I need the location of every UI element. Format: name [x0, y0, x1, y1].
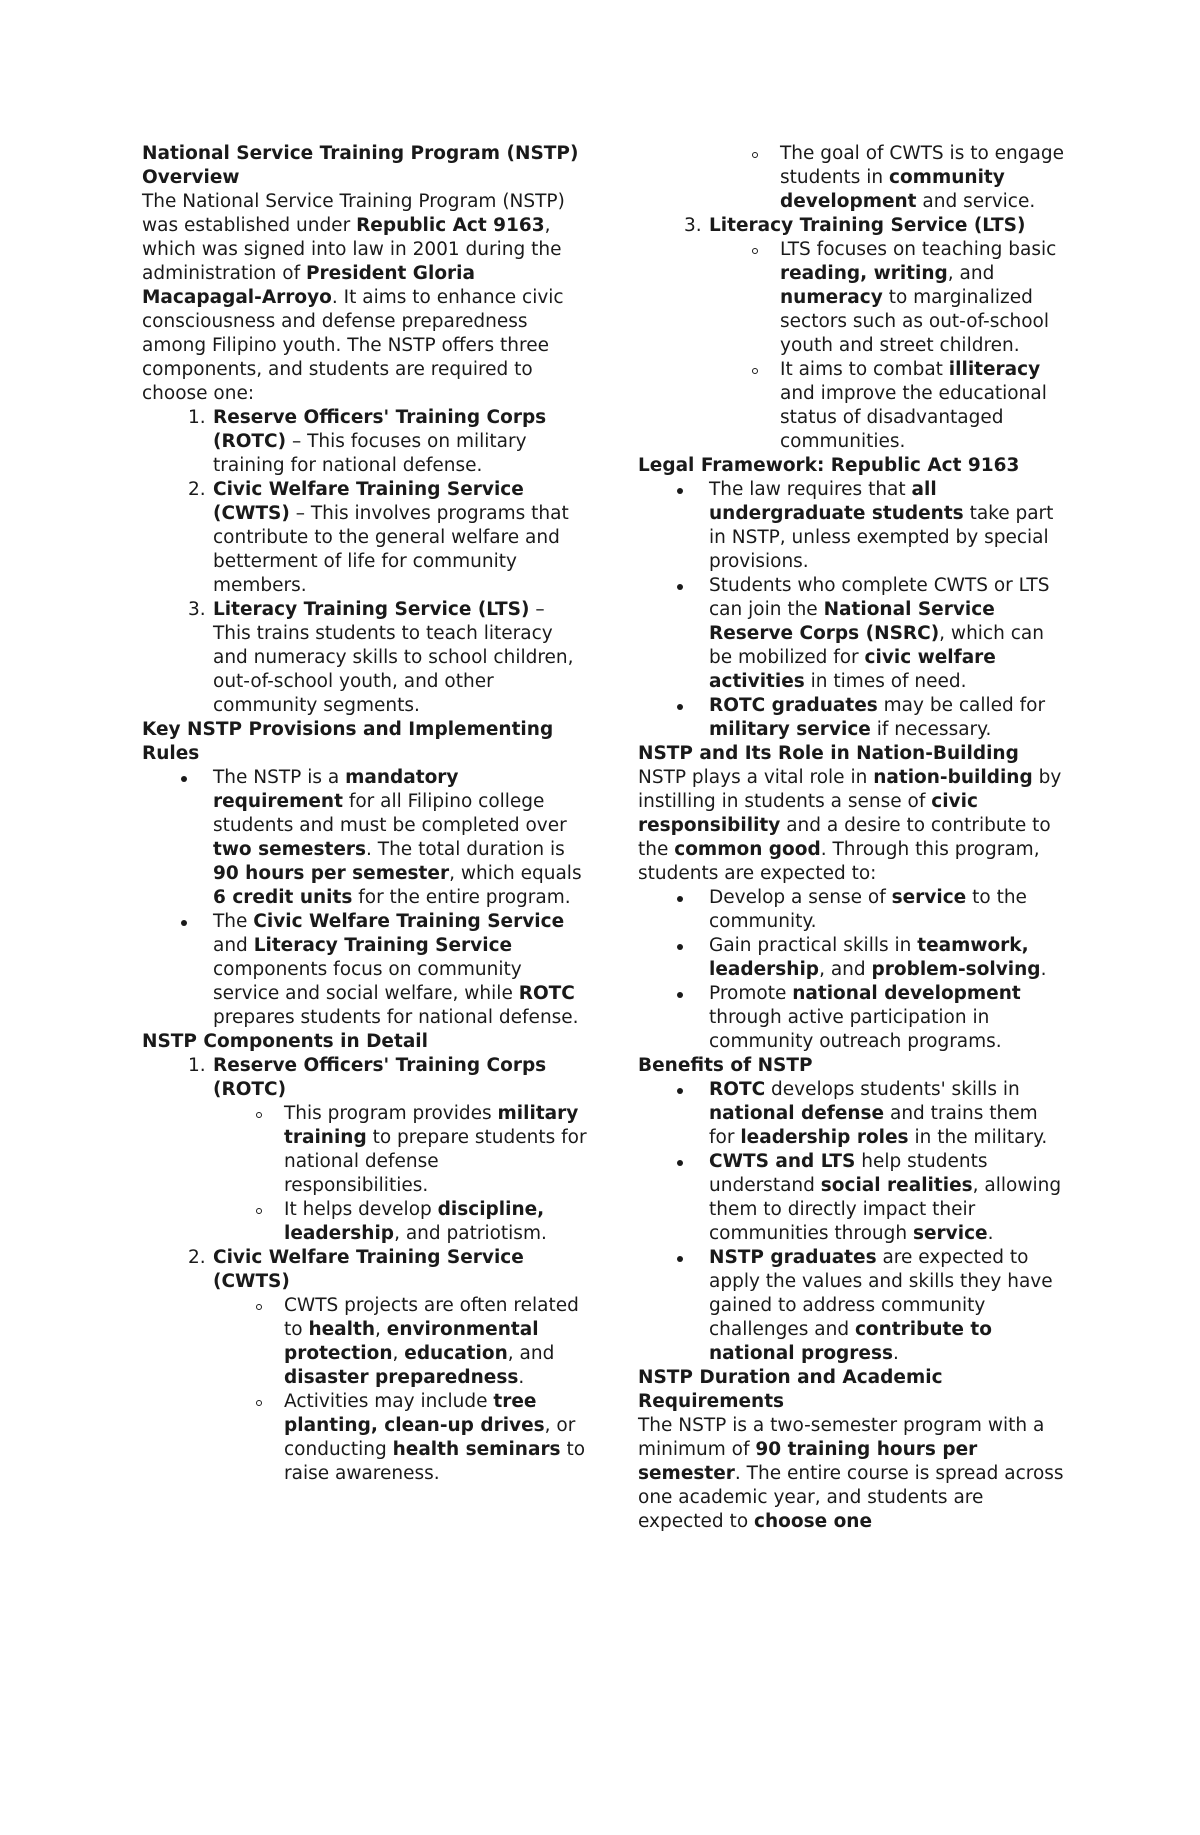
text-run: , and: [819, 959, 872, 980]
bold-text: Literacy Training Service: [253, 935, 513, 956]
bold-text: problem-solving: [871, 959, 1041, 980]
bold-text: community development: [780, 167, 1005, 212]
sub-bullet-marker: [142, 1294, 284, 1390]
list-item-text: [709, 214, 1068, 238]
paragraph: [142, 190, 587, 406]
text-run: to prepare students for national defense responsibilities.: [284, 1127, 587, 1196]
text-run: and: [213, 935, 254, 956]
list-item-text: [780, 238, 1068, 358]
text-run: The NSTP is a: [213, 767, 346, 788]
text-run: This program provides: [284, 1103, 498, 1124]
bold-text: social realities: [820, 1175, 973, 1196]
text-run: if necessary.: [870, 719, 992, 740]
bold-text: education: [404, 1343, 508, 1364]
bullet-item: [638, 1246, 1068, 1366]
list-item-text: [709, 982, 1068, 1054]
list-number: [142, 478, 213, 598]
text-run: .: [1040, 959, 1047, 980]
list-number: [142, 1246, 213, 1294]
text-run: , which can be mobilized for: [709, 623, 1044, 668]
bold-text: 90 hours per semester: [213, 863, 450, 884]
list-item-text: [709, 694, 1068, 742]
bullet-item: [638, 694, 1068, 742]
bullet-marker: [638, 694, 709, 742]
text-run: take part in NSTP, unless exempted by special provisions.: [709, 503, 1054, 572]
circle-bullet-icon: [752, 248, 758, 254]
text-run: Students who complete CWTS or LTS can join the: [709, 575, 1050, 620]
list-item-text: [213, 1246, 587, 1294]
text-run: It aims to combat: [780, 359, 949, 380]
text-run: CWTS projects are often related to: [284, 1295, 579, 1340]
text-run: and improve the educational status of disadvantaged communities.: [780, 383, 1047, 452]
bold-text: environmental protection: [284, 1319, 539, 1364]
text-run: Activities may include: [284, 1391, 494, 1412]
text-run: , and: [947, 263, 995, 284]
text-run: ,: [375, 1319, 387, 1340]
list-item-text: [709, 1246, 1068, 1366]
text-run: are expected to apply the values and skills they have gained to address community challenges and: [709, 1247, 1053, 1340]
list-item-text: [213, 598, 587, 718]
text-run: ,: [392, 1343, 405, 1364]
bold-text: 6 credit units: [213, 887, 353, 908]
bullet-dot-icon: [677, 584, 683, 590]
text-run: , or conducting: [284, 1415, 576, 1460]
bold-text: mandatory requirement: [213, 767, 459, 812]
bullet-item: [142, 766, 587, 910]
bold-text: CWTS and LTS: [709, 1151, 856, 1172]
text-run: LTS focuses on teaching basic: [780, 239, 1057, 260]
text-run: .: [987, 1223, 994, 1244]
text-run: by instilling in students a sense of: [638, 767, 1062, 812]
list-item-text: [213, 478, 587, 598]
list-item-text: [213, 406, 587, 478]
bold-text: leadership roles: [740, 1127, 909, 1148]
bold-text: national defense: [709, 1103, 885, 1124]
text-run: , allowing them to directly impact their communities through: [709, 1175, 1062, 1244]
list-number-label: 2.: [188, 479, 206, 500]
list-number-label: 2.: [188, 1247, 206, 1268]
text-run: develops students' skills in: [765, 1079, 1020, 1100]
bullet-dot-icon: [181, 920, 187, 926]
bold-text: discipline, leadership: [284, 1199, 545, 1244]
bullet-dot-icon: [677, 704, 683, 710]
text-run: , which was signed into law in 2001 during the administration of: [142, 215, 562, 284]
text-run: , which equals: [449, 863, 582, 884]
bold-text: contribute to national progress: [709, 1319, 992, 1364]
bullet-item: [638, 478, 1068, 574]
paragraph: [638, 1414, 1068, 1534]
numbered-item: [142, 1054, 587, 1102]
bold-text: Legal Framework: Republic Act 9163: [638, 455, 1020, 476]
list-item-text: [284, 1102, 587, 1198]
bold-text: Key NSTP Provisions and Implementing Rules: [142, 719, 554, 764]
bullet-dot-icon: [677, 488, 683, 494]
text-run: may be called for: [877, 695, 1046, 716]
sub-bullet-marker: [638, 142, 780, 214]
bullet-dot-icon: [677, 1256, 683, 1262]
bold-text: health: [308, 1319, 376, 1340]
text-run: NSTP plays a vital role in: [638, 767, 874, 788]
list-number: [142, 406, 213, 478]
bullet-item: [638, 934, 1068, 982]
list-item-text: [284, 1294, 587, 1390]
numbered-item: [142, 478, 587, 598]
list-item-text: [284, 1390, 587, 1486]
bold-text: Literacy Training Service (LTS): [213, 599, 530, 620]
text-run: through active participation in community outreach programs.: [709, 1007, 1002, 1052]
text-run: , and: [507, 1343, 555, 1364]
section-heading: [142, 718, 587, 766]
bold-text: NSTP graduates: [709, 1247, 877, 1268]
text-run: Promote: [709, 983, 793, 1004]
text-run: . Through this program, students are expected to:: [638, 839, 1040, 884]
text-run: . The total duration is: [366, 839, 565, 860]
section-heading: [638, 1054, 1068, 1078]
bullet-marker: [638, 1150, 709, 1246]
list-number-label: 1.: [188, 407, 206, 428]
sub-bullet-item: [638, 358, 1068, 454]
bold-text: Benefits of NSTP: [638, 1055, 813, 1076]
text-run: components focus on community service and social welfare, while: [213, 959, 522, 1004]
bold-text: National Service Training Program (NSTP) Overview: [142, 143, 579, 188]
paragraph: [638, 766, 1068, 886]
bold-text: Reserve Officers' Training Corps (ROTC): [213, 407, 547, 452]
text-run: – This involves programs that contribute to the general welfare and betterment of life for community members.: [213, 503, 569, 596]
list-number: [142, 1054, 213, 1102]
bold-text: Republic Act 9163: [356, 215, 545, 236]
bullet-dot-icon: [677, 944, 683, 950]
bold-text: common good: [674, 839, 821, 860]
bold-text: Civic Welfare Training Service: [253, 911, 565, 932]
bullet-marker: [142, 910, 213, 1030]
sub-bullet-marker: [638, 238, 780, 358]
sub-bullet-item: [638, 238, 1068, 358]
bullet-item: [638, 1078, 1068, 1150]
bold-text: 90 training hours per semester: [638, 1439, 978, 1484]
circle-bullet-icon: [256, 1208, 262, 1214]
circle-bullet-icon: [752, 152, 758, 158]
list-number-label: 3.: [188, 599, 206, 620]
bold-text: Literacy Training Service (LTS): [709, 215, 1026, 236]
bullet-item: [142, 910, 587, 1030]
bold-text: service: [913, 1223, 988, 1244]
bold-text: civic responsibility: [638, 791, 978, 836]
sub-bullet-marker: [638, 358, 780, 454]
bold-text: illiteracy: [948, 359, 1041, 380]
sub-bullet-item: [638, 142, 1068, 214]
text-run: and a desire to contribute to the: [638, 815, 1051, 860]
bold-text: military training: [284, 1103, 579, 1148]
text-run: . The entire course is spread across one academic year, and students are expected to: [638, 1463, 1064, 1532]
text-run: to marginalized sectors such as out-of-school youth and street children.: [780, 287, 1050, 356]
sub-bullet-item: [142, 1390, 587, 1486]
bold-text: two semesters: [213, 839, 367, 860]
list-number: [142, 598, 213, 718]
left-column: [142, 142, 587, 1486]
text-run: . It aims to enhance civic consciousness and defense preparedness among Filipino youth. The NSTP offers three components, and students are required to choose one:: [142, 287, 564, 404]
bullet-item: [638, 574, 1068, 694]
bullet-marker: [638, 886, 709, 934]
list-item-text: [284, 1198, 587, 1246]
bold-text: reading, writing: [780, 263, 948, 284]
bullet-marker: [142, 766, 213, 910]
text-run: for all Filipino college students and must be completed over: [213, 791, 567, 836]
bullet-item: [638, 1150, 1068, 1246]
bullet-dot-icon: [677, 1088, 683, 1094]
text-run: and service.: [916, 191, 1036, 212]
bold-text: military service: [709, 719, 871, 740]
list-item-text: [709, 886, 1068, 934]
sub-bullet-marker: [142, 1390, 284, 1486]
list-item-text: [709, 574, 1068, 694]
bullet-marker: [638, 478, 709, 574]
text-run: – This trains students to teach literacy and numeracy skills to school children, out-of-school youth, and other community segments.: [213, 599, 574, 716]
list-number-label: 3.: [684, 215, 702, 236]
section-heading: [142, 1030, 587, 1054]
bold-text: ROTC graduates: [709, 695, 878, 716]
text-run: in times of need.: [804, 671, 967, 692]
bold-text: health seminars: [392, 1439, 561, 1460]
text-run: to raise awareness.: [284, 1439, 586, 1484]
section-heading: [142, 142, 587, 190]
text-run: prepares students for national defense.: [213, 1007, 579, 1028]
bold-text: service: [891, 887, 967, 908]
list-number: [638, 214, 709, 238]
right-column: [638, 142, 1068, 1534]
list-item-text: [213, 766, 587, 910]
list-number-label: 1.: [188, 1055, 206, 1076]
section-heading: [638, 454, 1068, 478]
bold-text: all undergraduate students: [709, 479, 964, 524]
sub-bullet-marker: [142, 1198, 284, 1246]
list-item-text: [780, 142, 1068, 214]
bold-text: civic welfare activities: [709, 647, 996, 692]
bullet-dot-icon: [181, 776, 187, 782]
bold-text: numeracy: [780, 287, 883, 308]
bold-text: NSTP Components in Detail: [142, 1031, 428, 1052]
text-run: to the community.: [709, 887, 1027, 932]
bold-text: choose one: [754, 1511, 872, 1532]
list-item-text: [213, 910, 587, 1030]
bold-text: Reserve Officers' Training Corps (ROTC): [213, 1055, 547, 1100]
circle-bullet-icon: [256, 1400, 262, 1406]
numbered-item: [142, 406, 587, 478]
bold-text: ROTC: [518, 983, 575, 1004]
text-run: The NSTP is a two-semester program with a minimum of: [638, 1415, 1045, 1460]
bold-text: Civic Welfare Training Service (CWTS): [213, 1247, 524, 1292]
list-item-text: [709, 478, 1068, 574]
bold-text: NSTP and Its Role in Nation-Building: [638, 743, 1019, 764]
circle-bullet-icon: [752, 368, 758, 374]
list-item-text: [709, 934, 1068, 982]
sub-bullet-item: [142, 1294, 587, 1390]
bold-text: President Gloria Macapagal-Arroyo: [142, 263, 475, 308]
bullet-marker: [638, 574, 709, 694]
bullet-dot-icon: [677, 896, 683, 902]
text-run: It helps develop: [284, 1199, 438, 1220]
text-run: .: [518, 1367, 525, 1388]
bullet-item: [638, 886, 1068, 934]
bullet-dot-icon: [677, 992, 683, 998]
text-run: – This focuses on military training for national defense.: [213, 431, 527, 476]
bullet-marker: [638, 1078, 709, 1150]
bold-text: National Service Reserve Corps (NSRC): [709, 599, 995, 644]
bold-text: Civic Welfare Training Service (CWTS): [213, 479, 524, 524]
circle-bullet-icon: [256, 1112, 262, 1118]
bold-text: disaster preparedness: [284, 1367, 519, 1388]
text-run: Develop a sense of: [709, 887, 892, 908]
text-run: help students understand: [709, 1151, 988, 1196]
text-run: The National Service Training Program (NSTP) was established under: [142, 191, 565, 236]
bold-text: national development: [792, 983, 1021, 1004]
text-run: The law requires that: [709, 479, 912, 500]
bullet-dot-icon: [677, 1160, 683, 1166]
list-item-text: [213, 1054, 587, 1102]
bold-text: tree planting, clean-up drives: [284, 1391, 545, 1436]
bold-text: teamwork, leadership: [709, 935, 1029, 980]
text-run: .: [893, 1343, 899, 1364]
text-run: for the entire program.: [352, 887, 571, 908]
sub-bullet-item: [142, 1102, 587, 1198]
section-heading: [638, 1366, 1068, 1414]
circle-bullet-icon: [256, 1304, 262, 1310]
section-heading: [638, 742, 1068, 766]
text-run: Gain practical skills in: [709, 935, 918, 956]
bullet-marker: [638, 934, 709, 982]
bullet-marker: [638, 1246, 709, 1366]
text-run: The goal of CWTS is to engage students in: [780, 143, 1064, 188]
bold-text: NSTP Duration and Academic Requirements: [638, 1367, 943, 1412]
list-item-text: [709, 1150, 1068, 1246]
sub-bullet-marker: [142, 1102, 284, 1198]
bold-text: nation-building: [873, 767, 1033, 788]
numbered-item: [142, 598, 587, 718]
text-run: and trains them for: [709, 1103, 1038, 1148]
list-item-text: [709, 1078, 1068, 1150]
list-item-text: [780, 358, 1068, 454]
sub-bullet-item: [142, 1198, 587, 1246]
bullet-item: [638, 982, 1068, 1054]
text-run: in the military.: [908, 1127, 1048, 1148]
bullet-marker: [638, 982, 709, 1054]
text-run: , and patriotism.: [394, 1223, 547, 1244]
numbered-item: [142, 1246, 587, 1294]
numbered-item: [638, 214, 1068, 238]
bold-text: ROTC: [709, 1079, 766, 1100]
text-run: The: [213, 911, 254, 932]
